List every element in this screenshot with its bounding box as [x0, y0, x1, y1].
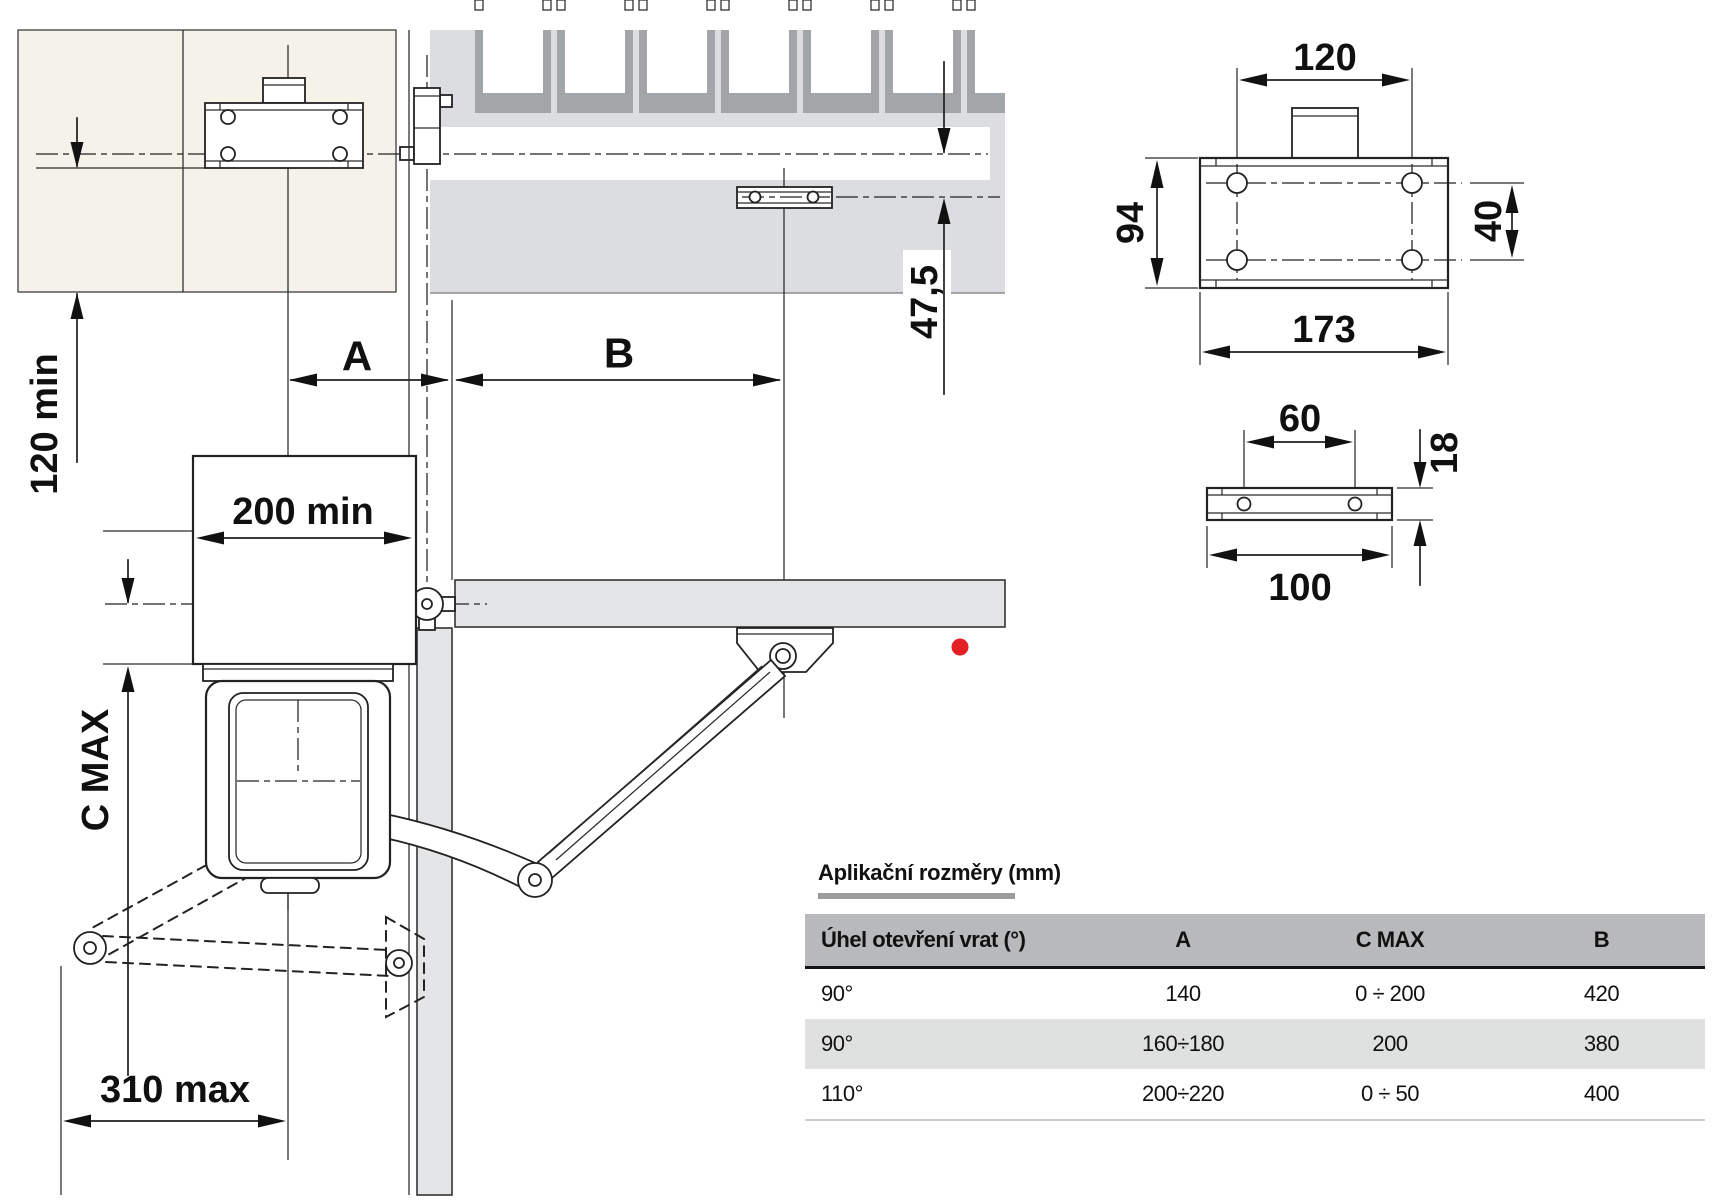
- gate-pickets: [475, 30, 1043, 113]
- dim-plate-94-label: 94: [1110, 201, 1152, 245]
- table-cell: 0 ÷ 200: [1355, 981, 1425, 1006]
- dim-120min-label: 120 min: [24, 353, 66, 495]
- table-header-angle: Úhel otevření vrat (°): [805, 914, 1084, 968]
- table-cell: 90°: [821, 1031, 853, 1056]
- dimensions-table-section: [805, 860, 1705, 1121]
- table-cell: 90°: [821, 981, 853, 1006]
- dim-cmax-label: C MAX: [75, 708, 117, 832]
- table-cell: 200: [1372, 1031, 1408, 1056]
- plate-front-view: [1110, 37, 1524, 365]
- arm-bracket-plan: [737, 628, 833, 672]
- table-cell: 420: [1583, 981, 1620, 1006]
- articulated-arm: [338, 660, 785, 897]
- table-cell: 0 ÷ 50: [1282, 1069, 1498, 1120]
- table-row: [805, 968, 1705, 1020]
- table-title: Aplikační rozměry (mm): [818, 860, 1061, 885]
- dim-310max-label: 310 max: [99, 1069, 251, 1111]
- table-cell: 400: [1498, 1069, 1705, 1120]
- dimension-cmax: [75, 531, 193, 1075]
- table-row: [805, 1069, 1705, 1120]
- dim-bracket-18-label: 18: [1424, 431, 1466, 475]
- table-row: [805, 1019, 1705, 1069]
- gate-bracket-view: [1207, 398, 1466, 609]
- dim-47-5-label: 47,5: [904, 265, 946, 339]
- table-header-a: A: [1084, 914, 1282, 968]
- dim-plate-40-label: 40: [1468, 199, 1510, 243]
- table-title-underline: [818, 893, 1015, 899]
- ghost-arm-open-position: [61, 824, 424, 1195]
- application-dimensions-table: [805, 914, 1705, 1121]
- dimension-310max: [63, 1069, 286, 1128]
- dim-plate-173-label: 173: [1292, 309, 1356, 351]
- dim-b-label: B: [603, 329, 635, 377]
- picket-top-marks: [475, 0, 975, 10]
- pillar-200min-box: [193, 456, 416, 664]
- table-header-row: [805, 914, 1705, 968]
- table-cell: 200÷220: [1084, 1069, 1282, 1120]
- dim-bracket-100-label: 100: [1268, 567, 1332, 609]
- gate-elevation: [430, 0, 1043, 293]
- table-header-cmax: C MAX: [1282, 914, 1498, 968]
- operator-motor: [203, 664, 393, 910]
- table-cell: 380: [1583, 1031, 1620, 1056]
- table-header-b: B: [1498, 914, 1705, 968]
- dim-plate-120-label: 120: [1293, 37, 1357, 79]
- dim-a-label: A: [341, 332, 373, 380]
- table-cell: 140: [1165, 981, 1201, 1006]
- dim-bracket-60-label: 60: [1278, 398, 1322, 440]
- red-marker-dot: [952, 639, 969, 656]
- table-cell: 160÷180: [1142, 1031, 1224, 1056]
- table-cell: 110°: [805, 1069, 1084, 1120]
- dim-200min-label: 200 min: [232, 491, 374, 533]
